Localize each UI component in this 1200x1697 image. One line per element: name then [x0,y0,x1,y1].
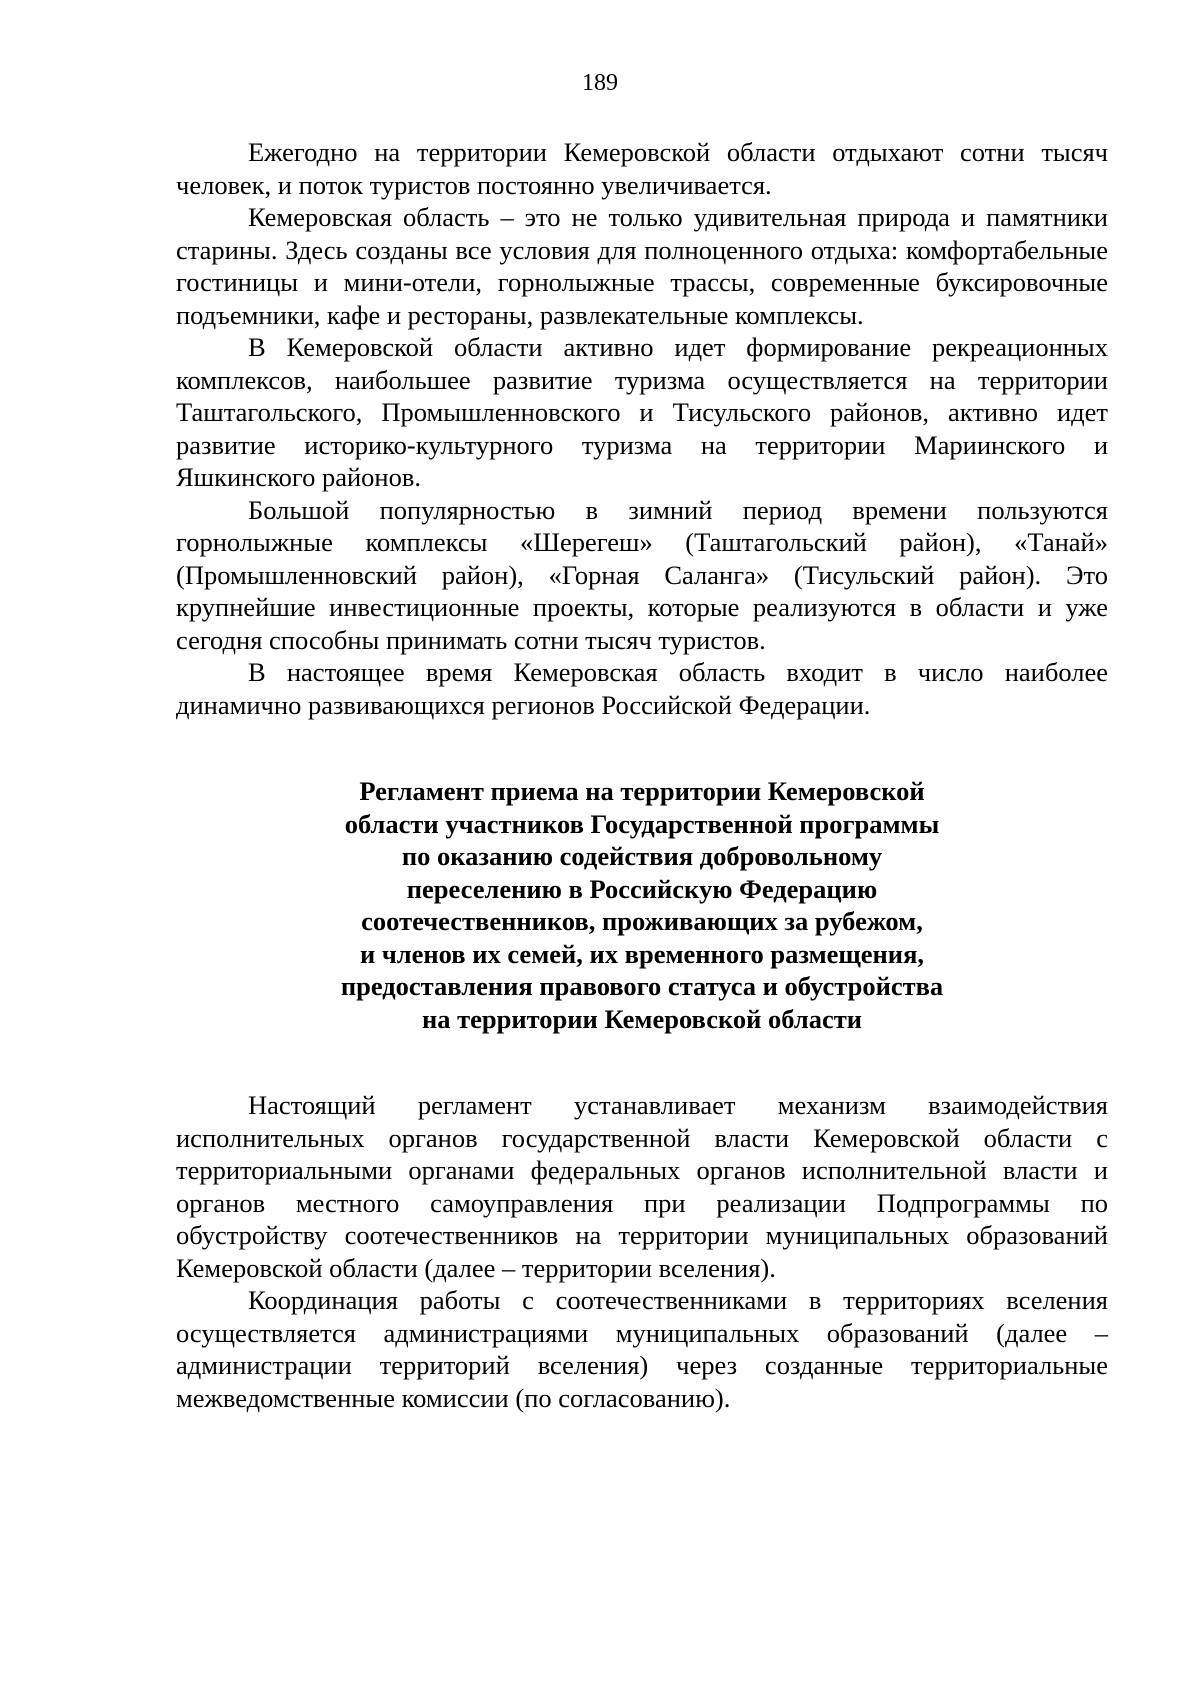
section-title-line: и членов их семей, их временного размещения, [359,938,925,969]
section-title-line: соотечественников, проживающих за рубежом, [361,906,923,936]
section-title [292,775,992,1035]
page-number: 189 [582,70,618,96]
section-title-line: Регламент приема на территории Кемеровской [359,776,925,806]
section-title-line: переселению в Российскую Федерацию [406,873,878,904]
paragraph-regulation-mechanism: Настоящий регламент устанавливает механизм взаимодействия исполнительных органов государственной власти Кемеровской области с территориальными органами федеральных органов исполнительной власти и органов местного самоуправления при реализации Подпрограммы по обустройству соотечественников на территории муниципальных образований Кемеровской области (далее – территории вселения). [176,1090,1108,1283]
paragraph-tourists: Ежегодно на территории Кемеровской области отдыхают сотни тысяч человек, и поток туристов постоянно увеличивается. [176,137,1108,200]
paragraph-ski-resorts: Большой популярностью в зимний период времени пользуются горнолыжные комплексы «Шерегеш» (Таштагольский район), «Танай» (Промышленновский район), «Горная Саланга» (Тисульский район). Это крупнейшие инвестиционные проекты, которые реализуются в области и уже сегодня способны принимать сотни тысяч туристов. [176,494,1108,655]
document-body [176,136,1108,1414]
section-title-line: предоставления правового статуса и обустройства [340,971,944,1001]
paragraph-region-development: В настоящее время Кемеровская область входит в число наиболее динамично развивающихся регионов Российской Федерации. [176,657,1108,720]
paragraph-coordination: Координация работы с соотечественниками в территориях вселения осуществляется администрациями муниципальных образований (далее – администрации территорий вселения) через созданные территориальные межведомственные комиссии (по согласованию). [176,1285,1108,1413]
paragraph-recreation-conditions: Кемеровская область – это не только удивительная природа и памятники старины. Здесь созданы все условия для полноценного отдыха: комфортабельные гостиницы и мини-отели, горнолыжные трассы, современные буксировочные подъемники, кафе и рестораны, развлекательные комплексы. [176,202,1108,330]
section-title-line: области участников Государственной программы [344,808,940,839]
paragraph-recreation-complexes: В Кемеровской области активно идет формирование рекреационных комплексов, наибольшее развитие туризма осуществляется на территории Таштагольского, Промышленновского и Тисульского районов, активно идет развитие историко-культурного туризма на территории Мариинского и Яшкинского районов. [176,332,1108,492]
section-title-line: на территории Кемеровской области [421,1003,863,1034]
section-title-line: по оказанию содействия добровольному [401,841,883,871]
